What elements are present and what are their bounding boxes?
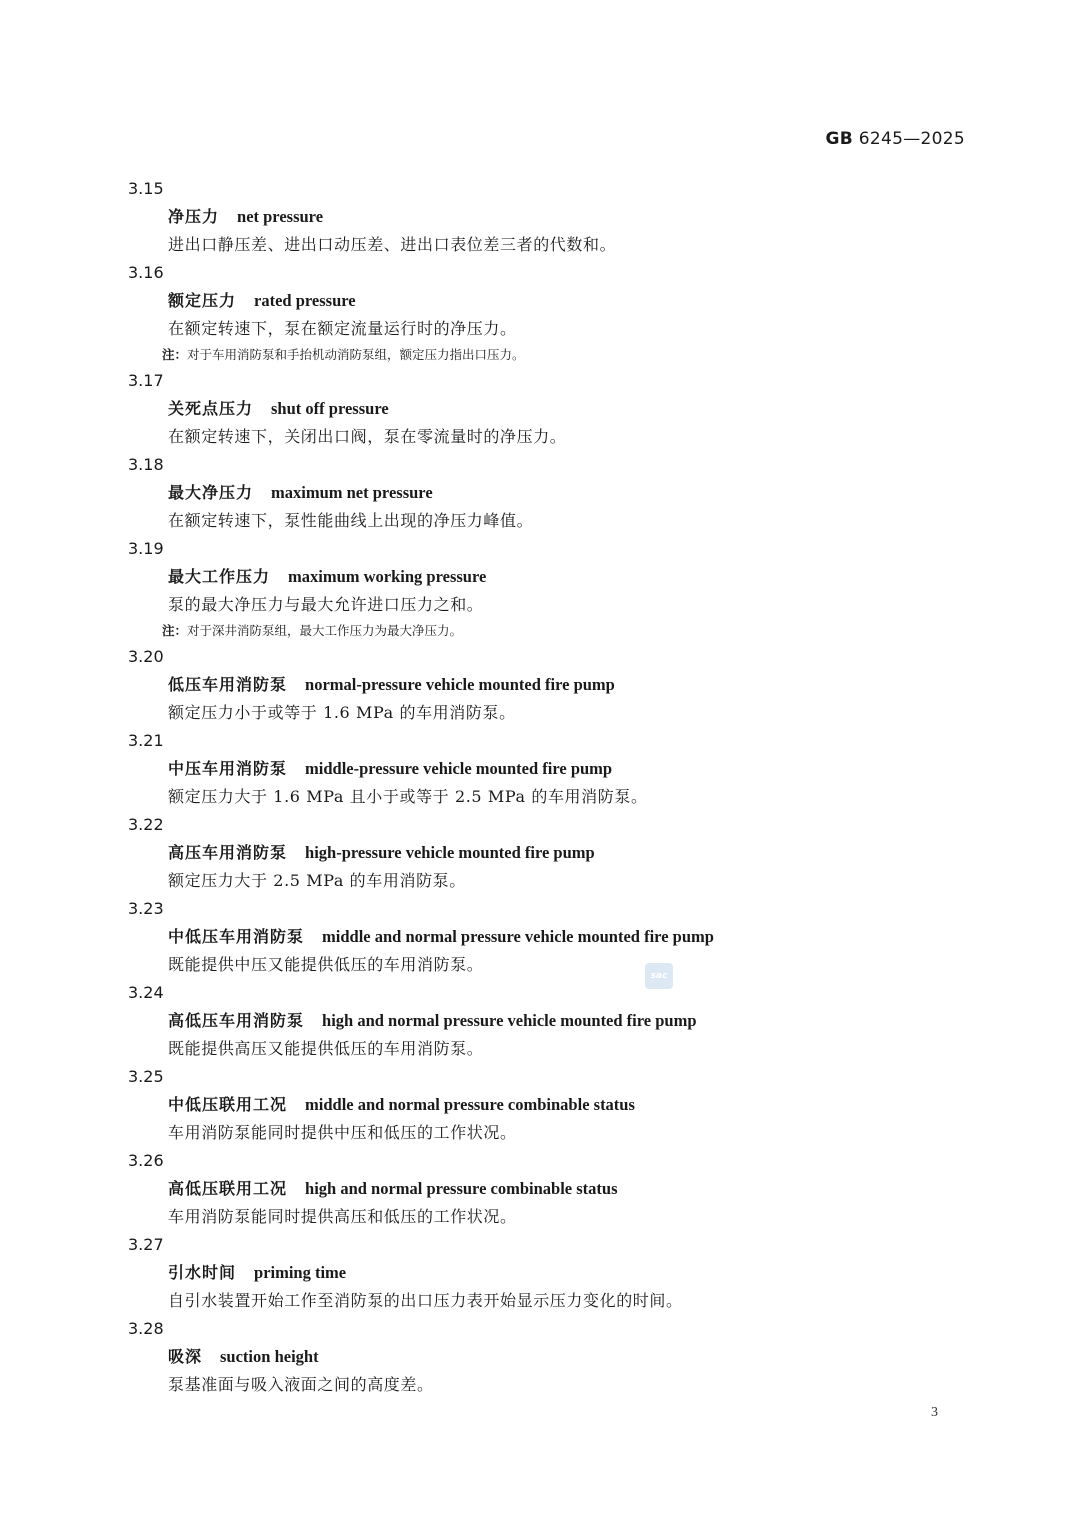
term-chinese: 额定压力 <box>168 291 237 310</box>
term-definition: 额定压力小于或等于 1.6 MPa 的车用消防泵。 <box>168 703 516 722</box>
term-number: 3.19 <box>128 539 164 558</box>
term-english: high-pressure vehicle mounted fire pump <box>305 843 595 862</box>
term-english: normal-pressure vehicle mounted fire pump <box>305 675 615 694</box>
term-number: 3.24 <box>128 983 164 1002</box>
term-number: 3.25 <box>128 1067 164 1086</box>
terms-list <box>128 178 978 1402</box>
term-heading <box>128 758 978 786</box>
term-english: middle-pressure vehicle mounted fire pump <box>305 759 613 778</box>
term-entry <box>128 1318 978 1402</box>
term-english: middle and normal pressure vehicle mounted fire pump <box>322 927 714 946</box>
term-entry <box>128 454 978 538</box>
term-heading <box>128 842 978 870</box>
standard-number: 6245—2025 <box>858 129 965 149</box>
term-entry <box>128 730 978 814</box>
sac-watermark <box>645 963 673 989</box>
term-entry <box>128 982 978 1066</box>
term-definition: 自引水装置开始工作至消防泵的出口压力表开始显示压力变化的时间。 <box>168 1291 683 1310</box>
term-english: middle and normal pressure combinable status <box>305 1095 635 1114</box>
term-english: maximum working pressure <box>288 567 487 586</box>
term-chinese: 关死点压力 <box>168 399 254 418</box>
term-entry <box>128 262 978 370</box>
term-english: suction height <box>220 1347 319 1366</box>
term-definition: 车用消防泵能同时提供高压和低压的工作状况。 <box>168 1207 517 1226</box>
term-number: 3.20 <box>128 647 164 666</box>
term-entry <box>128 814 978 898</box>
term-chinese: 中低压联用工况 <box>168 1095 288 1114</box>
term-heading <box>128 1010 978 1038</box>
note-text: 对于车用消防泵和手抬机动消防泵组，额定压力指出口压力。 <box>187 347 525 362</box>
page-number: 3 <box>931 1405 938 1420</box>
term-number: 3.17 <box>128 371 164 390</box>
term-chinese: 最大净压力 <box>168 483 254 502</box>
term-chinese: 高压车用消防泵 <box>168 843 288 862</box>
term-heading <box>128 1178 978 1206</box>
term-chinese: 吸深 <box>168 1347 203 1366</box>
term-chinese: 净压力 <box>168 207 220 226</box>
standard-code <box>826 129 965 149</box>
term-chinese: 最大工作压力 <box>168 567 271 586</box>
term-definition: 在额定转速下，关闭出口阀，泵在零流量时的净压力。 <box>168 427 567 446</box>
term-heading <box>128 290 978 318</box>
term-entry <box>128 898 978 982</box>
term-english: high and normal pressure vehicle mounted fire pump <box>322 1011 697 1030</box>
term-number: 3.15 <box>128 179 164 198</box>
term-heading <box>128 206 978 234</box>
term-definition: 进出口静压差、进出口动压差、进出口表位差三者的代数和。 <box>168 235 617 254</box>
term-definition: 泵的最大净压力与最大允许进口压力之和。 <box>168 595 484 614</box>
term-number: 3.18 <box>128 455 164 474</box>
term-entry <box>128 178 978 262</box>
term-heading <box>128 674 978 702</box>
term-chinese: 中低压车用消防泵 <box>168 927 305 946</box>
term-number: 3.21 <box>128 731 164 750</box>
term-chinese: 中压车用消防泵 <box>168 759 288 778</box>
term-entry <box>128 538 978 646</box>
term-english: priming time <box>254 1263 347 1282</box>
term-definition: 额定压力大于 2.5 MPa 的车用消防泵。 <box>168 871 466 890</box>
term-english: net pressure <box>237 207 324 226</box>
term-number: 3.28 <box>128 1319 164 1338</box>
term-english: high and normal pressure combinable status <box>305 1179 618 1198</box>
term-heading <box>128 1346 978 1374</box>
term-chinese: 高低压车用消防泵 <box>168 1011 305 1030</box>
term-heading <box>128 482 978 510</box>
term-chinese: 高低压联用工况 <box>168 1179 288 1198</box>
term-note <box>128 346 978 370</box>
term-heading <box>128 1094 978 1122</box>
term-definition: 额定压力大于 1.6 MPa 且小于或等于 2.5 MPa 的车用消防泵。 <box>168 787 648 806</box>
term-definition: 泵基准面与吸入液面之间的高度差。 <box>168 1375 434 1394</box>
note-text: 对于深井消防泵组，最大工作压力为最大净压力。 <box>187 623 463 638</box>
term-definition: 在额定转速下，泵在额定流量运行时的净压力。 <box>168 319 517 338</box>
term-number: 3.23 <box>128 899 164 918</box>
term-note <box>128 622 978 646</box>
term-definition: 既能提供高压又能提供低压的车用消防泵。 <box>168 1039 484 1058</box>
standard-prefix: GB <box>825 129 854 149</box>
term-definition: 在额定转速下，泵性能曲线上出现的净压力峰值。 <box>168 511 534 530</box>
term-number: 3.16 <box>128 263 164 282</box>
term-chinese: 低压车用消防泵 <box>168 675 288 694</box>
term-heading <box>128 398 978 426</box>
term-heading <box>128 926 978 954</box>
term-number: 3.26 <box>128 1151 164 1170</box>
term-entry <box>128 1150 978 1234</box>
term-entry <box>128 646 978 730</box>
term-heading <box>128 566 978 594</box>
note-label: 注： <box>162 347 188 362</box>
term-entry <box>128 1234 978 1318</box>
term-definition: 既能提供中压又能提供低压的车用消防泵。 <box>168 955 484 974</box>
term-english: rated pressure <box>254 291 356 310</box>
term-entry <box>128 1066 978 1150</box>
term-definition: 车用消防泵能同时提供中压和低压的工作状况。 <box>168 1123 517 1142</box>
term-number: 3.27 <box>128 1235 164 1254</box>
term-english: maximum net pressure <box>271 483 433 502</box>
term-chinese: 引水时间 <box>168 1263 237 1282</box>
watermark-text: sac <box>650 971 668 981</box>
term-heading <box>128 1262 978 1290</box>
note-label: 注： <box>162 623 188 638</box>
term-number: 3.22 <box>128 815 164 834</box>
term-entry <box>128 370 978 454</box>
term-english: shut off pressure <box>271 399 389 418</box>
